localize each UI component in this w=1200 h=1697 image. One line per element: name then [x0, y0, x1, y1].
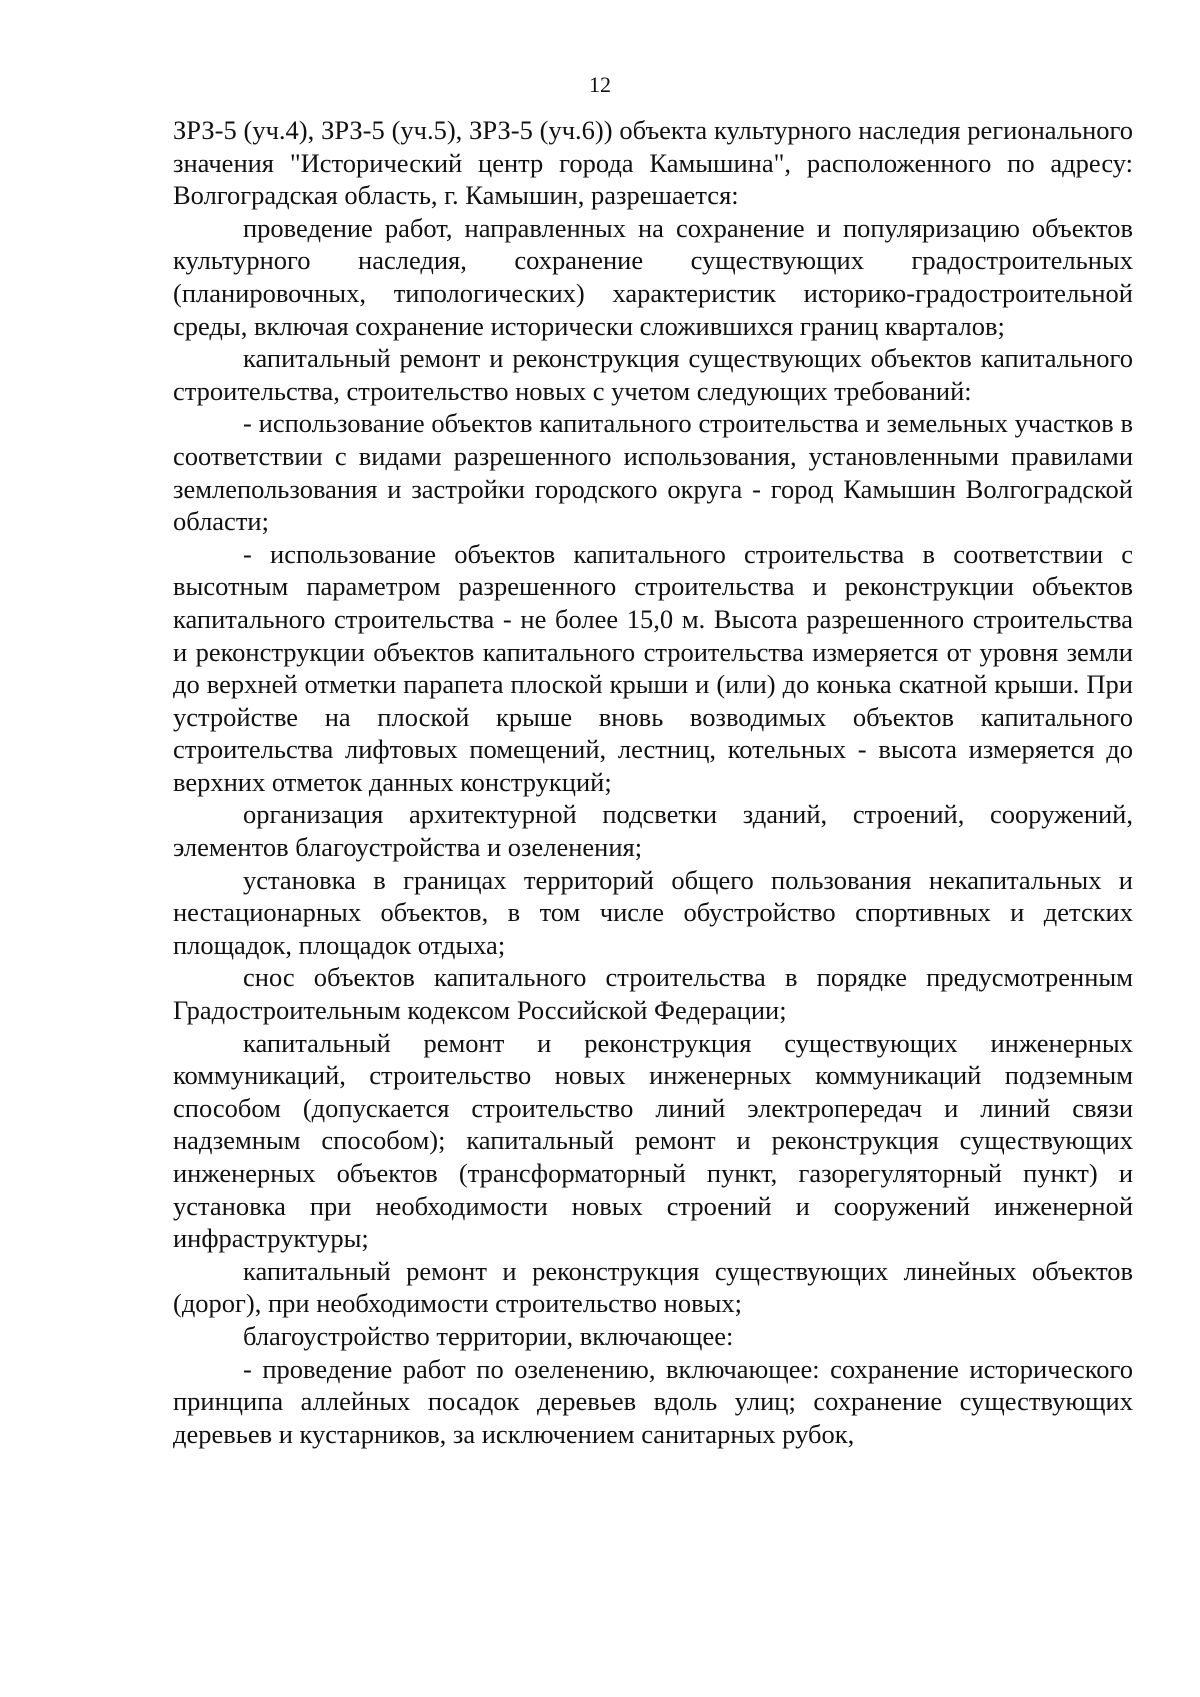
paragraph-4: - использование объектов капитального строительства и земельных участков в соответствии с видами разрешенного использования, установленными правилами землепользования и застройки городского округа - город Камышин Волгоградской области;: [173, 408, 1133, 537]
paragraph-5: - использование объектов капитального строительства в соответствии с высотным параметром разрешенного строительства и реконструкции объектов капитального строительства - не более 15,0 м. Высота разрешенного строительства и реконструкции объектов капитального строительства измеряется от уровня земли до верхней отметки парапета плоской крыши и (или) до конька скатной крыши. При устройстве на плоской крыше вновь возводимых объектов капитального строительства лифтовых помещений, лестниц, котельных - высота измеряется до верхних отметок данных конструкций;: [173, 538, 1133, 797]
document-body: [173, 114, 1133, 1450]
paragraph-10: капитальный ремонт и реконструкция существующих линейных объектов (дорог), при необходимости строительство новых;: [173, 1255, 1133, 1319]
paragraph-11: благоустройство территории, включающее:: [243, 1320, 734, 1351]
paragraph-8: снос объектов капитального строительства в порядке предусмотренным Градостроительным кодексом Российской Федерации;: [173, 962, 1133, 1026]
paragraph-3: капитальный ремонт и реконструкция существующих объектов капитального строительства, строительство новых с учетом следующих требований:: [173, 343, 1133, 406]
paragraph-9: капитальный ремонт и реконструкция существующих инженерных коммуникаций, строительство новых инженерных коммуникаций подземным способом (допускается строительство линий электропередач и линий связи надземным способом); капитальный ремонт и реконструкция существующих инженерных объектов (трансформаторный пункт, газорегуляторный пункт) и установка при необходимости новых строений и сооружений инженерной инфраструктуры;: [173, 1027, 1133, 1254]
paragraph-12: - проведение работ по озеленению, включающее: сохранение исторического принципа аллейных посадок деревьев вдоль улиц; сохранение существующих деревьев и кустарников, за исключением санитарных рубок,: [173, 1353, 1133, 1449]
paragraph-1: ЗРЗ-5 (уч.4), ЗРЗ-5 (уч.5), ЗРЗ-5 (уч.6)) объекта культурного наследия регионального значения "Исторический центр города Камышина", расположенного по адресу: Волгоградская область, г. Камышин, разрешается:: [173, 115, 1133, 211]
paragraph-7: установка в границах территорий общего пользования некапитальных и нестационарных объектов, в том числе обустройство спортивных и детских площадок, площадок отдыха;: [173, 864, 1133, 960]
paragraph-2: проведение работ, направленных на сохранение и популяризацию объектов культурного наследия, сохранение существующих градостроительных (планировочных, типологических) характеристик историко-градостроительной среды, включая сохранение исторически сложившихся границ кварталов;: [173, 212, 1133, 341]
paragraph-6: организация архитектурной подсветки зданий, строений, сооружений, элементов благоустройства и озеленения;: [173, 799, 1133, 863]
page-number: 12: [589, 72, 611, 97]
